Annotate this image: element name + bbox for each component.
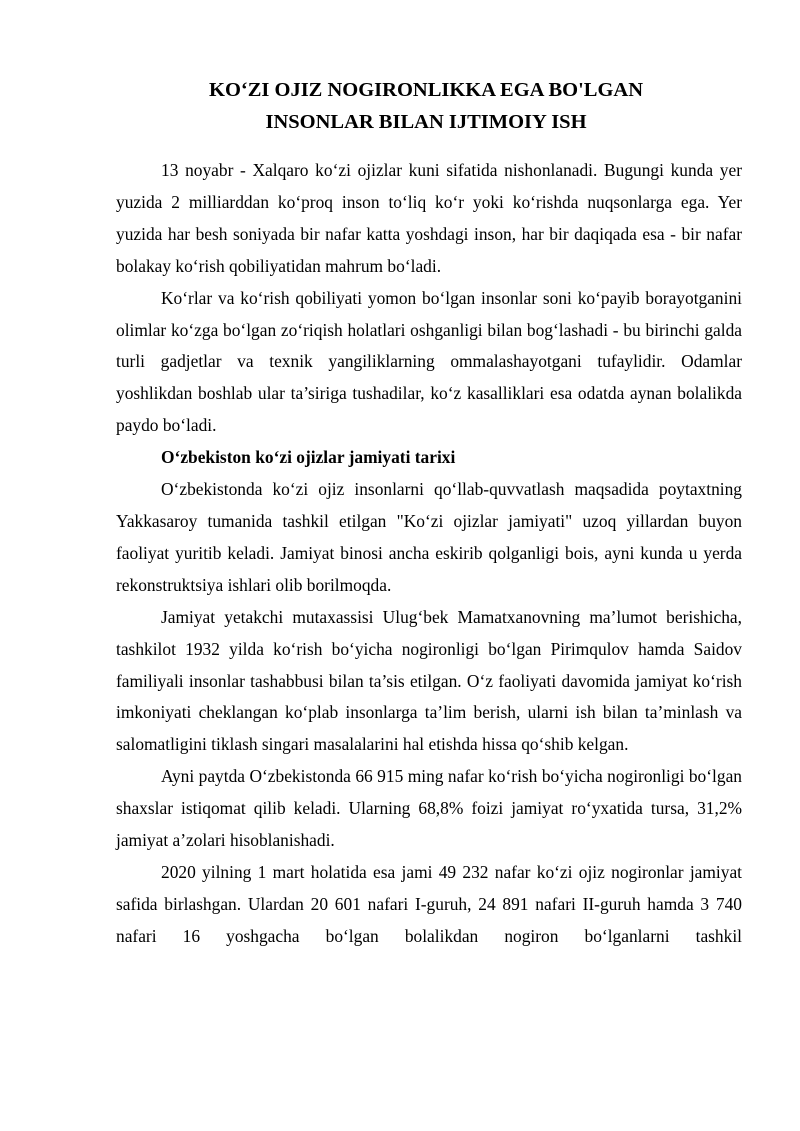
paragraph-society: O‘zbekistonda ko‘zi ojiz insonlarni qo‘llab-quvvatlash maqsadida poytaxtning Yakkasaroy tumanida tashkil etilgan "Ko‘zi ojizlar jamiyati" uzoq yillardan buyon faoliyat yuritib keladi. Jamiyat binosi ancha eskirib qolganligi bois, ayni kunda u yerda rekonstruktsiya ishlari olib borilmoqda. <box>116 479 742 595</box>
paragraph-intro: 13 noyabr - Xalqaro ko‘zi ojizlar kuni sifatida nishonlanadi. Bugungi kunda yer yuzida 2 milliarddan ko‘proq inson to‘liq ko‘r yoki ko‘rishda nuqsonlarga ega. Yer yuzida har besh soniyada bir nafar katta yoshdagi inson, har bir daqiqada esa - bir nafar bolakay ko‘rish qobiliyatidan mahrum bo‘ladi. <box>116 160 742 276</box>
title-line-1: KO‘ZI OJIZ NOGIRONLIKKA EGA BO'LGAN <box>209 79 643 101</box>
section-heading: O‘zbekiston ko‘zi ojizlar jamiyati tarixi <box>161 447 456 468</box>
document-body <box>116 155 742 953</box>
paragraph-history: Jamiyat yetakchi mutaxassisi Ulug‘bek Mamatxanovning ma’lumot berishicha, tashkilot 1932 yilda ko‘rish bo‘yicha nogironligi bo‘lgan Pirimqulov hamda Saidov familiyali insonlar tashabbusi bilan ta’sis etilgan. O‘z faoliyati davomida jamiyat ko‘rish imkoniyati cheklangan ko‘plab insonlarga ta’lim berish, ularni ish bilan ta’minlash va salomatligini tiklash singari masalalarini hal etishda hissa qo‘shib kelgan. <box>116 606 742 755</box>
paragraph-causes: Ko‘rlar va ko‘rish qobiliyati yomon bo‘lgan insonlar soni ko‘payib borayotganini olimlar ko‘zga bo‘lgan zo‘riqish holatlari oshganligi bilan bog‘lashadi - bu birinchi galda turli gadjetlar va texnik yangiliklarning ommalashayotgani tufaylidir. Odamlar yoshlikdan boshlab ular ta’siriga tushadilar, ko‘z kasalliklari esa odatda aynan bolalikda paydo bo‘ladi. <box>116 287 742 436</box>
paragraph-statistics: Ayni paytda O‘zbekistonda 66 915 ming nafar ko‘rish bo‘yicha nogironligi bo‘lgan shaxslar istiqomat qilib keladi. Ularning 68,8% foizi jamiyat ro‘yxatida tursa, 31,2% jamiyat a’zolari hisoblanishadi. <box>116 766 742 851</box>
paragraph-members: 2020 yilning 1 mart holatida esa jami 49 232 nafar ko‘zi ojiz nogironlar jamiyat safida birlashgan. Ulardan 20 601 nafari I-guruh, 24 891 nafari II-guruh hamda 3 740 nafari 16 yoshgacha bo‘lgan bolalikdan nogiron bo‘lganlarni tashkil <box>116 861 742 946</box>
document-title <box>114 74 738 138</box>
title-line-2: INSONLAR BILAN IJTIMOIY ISH <box>265 111 587 133</box>
